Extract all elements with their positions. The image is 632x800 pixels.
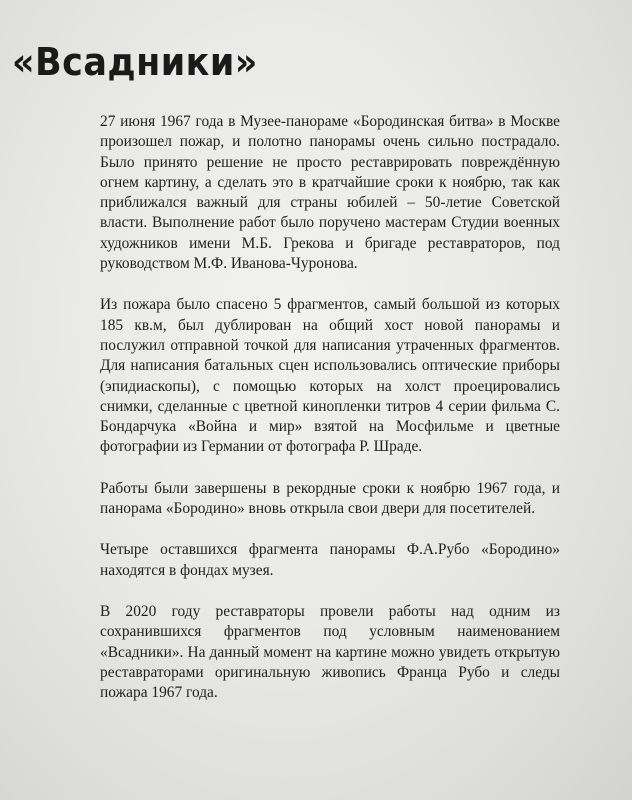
panel-body [100, 112, 560, 724]
paragraph-fragments: Из пожара было спасено 5 фрагментов, самый большой из которых 185 кв.м, был дублирован на общий хост новой панорамы и послужил отправной точкой для написания утраченных фрагментов. Для написания батальных сцен использовались оптические приборы (эпидиаскопы), с помощью которых на холст проецировались снимки, сделанные с цветной кинопленки титров 4 серии фильма С. Бондарчука «Война и мир» взятой на Мосфильме и цветные фотографии из Германии от фотографа Р. Шраде. [100, 296, 560, 456]
paragraph-restoration-2020: В 2020 году реставраторы провели работы над одним из сохранившихся фрагментов под условным наименованием «Всадники». На данный момент на картине можно увидеть открытую реставраторами оригинальную живопись Франца Рубо и следы пожара 1967 года. [100, 602, 560, 702]
paragraph-remaining-fragments: Четыре оставшихся фрагмента панорамы Ф.А.Рубо «Бородино» находятся в фондах музея. [100, 541, 560, 579]
paragraph-fire: 27 июня 1967 года в Музее-панораме «Бородинская битва» в Москве произошел пожар, и полотно панорамы очень сильно пострадало. Было принято решение не просто реставрировать повреждённую огнем картину, а сделать это в кратчайшие сроки к ноябрю, так как приближался важный для страны юбилей – 50-летие Советской власти. Выполнение работ было поручено мастерам Студии военных художников имени М.Б. Грекова и бригаде реставраторов, под руководством М.Ф. Иванова-Чуронова. [100, 113, 560, 273]
panel-title: «Всадники» [12, 40, 258, 84]
paragraph-completion: Работы были завершены в рекордные сроки к ноябрю 1967 года, и панорама «Бородино» вновь открыла свои двери для посетителей. [100, 479, 560, 518]
